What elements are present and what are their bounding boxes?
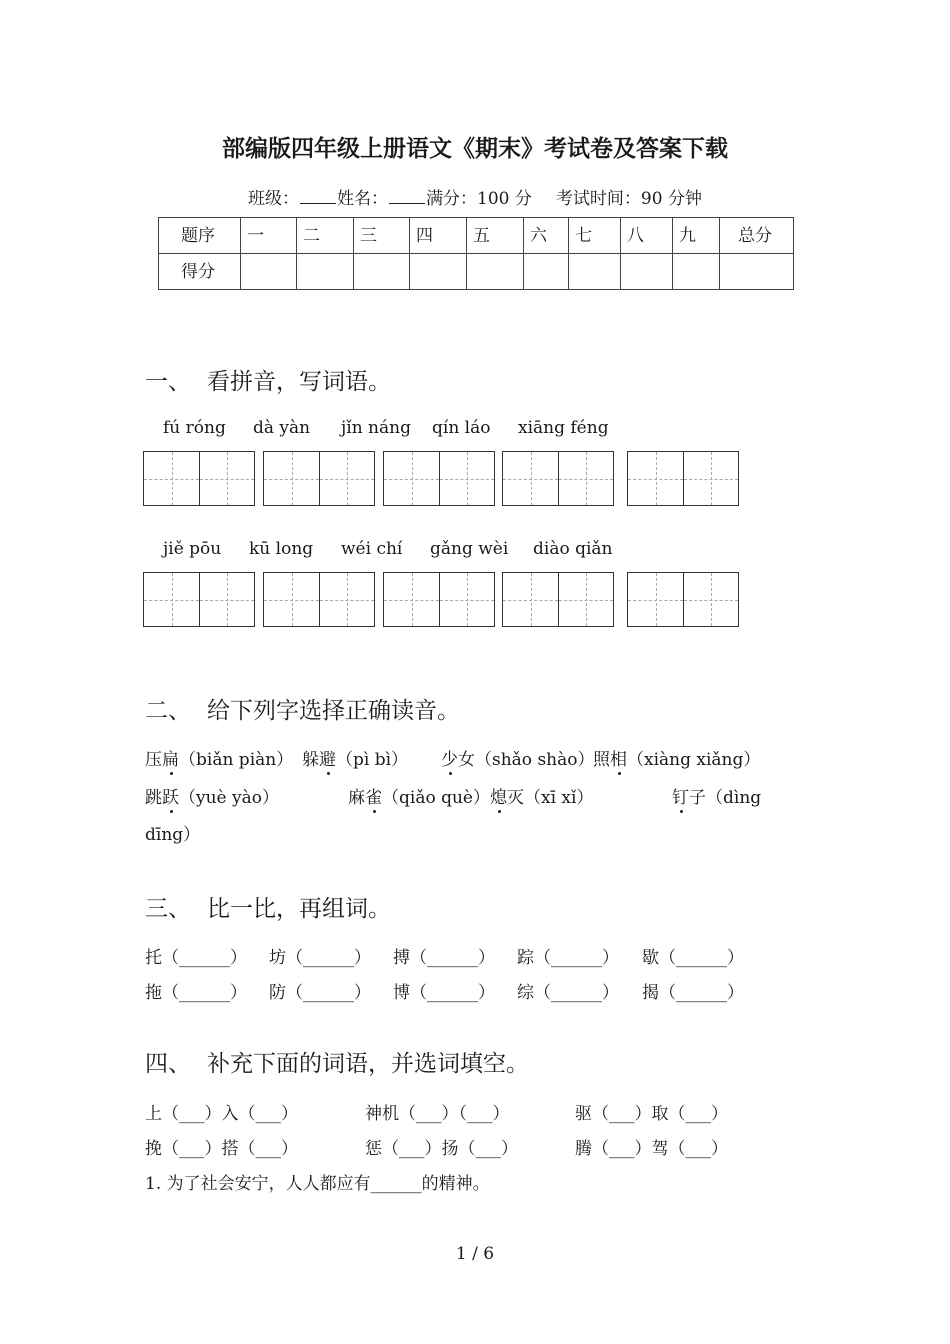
writing-box[interactable] xyxy=(143,572,255,627)
score-row-label: 得分 xyxy=(159,254,241,290)
idiom-item[interactable]: 腾（___）驾（___） xyxy=(575,1139,728,1159)
pinyin: wéi chí xyxy=(341,539,403,559)
section3-title: 比一比，再组词。 xyxy=(207,896,391,922)
writing-box[interactable] xyxy=(383,451,495,506)
compare-item[interactable]: 综（______） xyxy=(517,983,619,1003)
score-cell: 九 xyxy=(673,218,720,254)
writing-box[interactable] xyxy=(502,572,614,627)
pinyin: dà yàn xyxy=(253,418,311,438)
section1-title: 看拼音，写词语。 xyxy=(207,369,391,395)
compare-item[interactable]: 托（______） xyxy=(145,948,247,968)
section4-heading xyxy=(145,1045,529,1078)
score-input-cell[interactable] xyxy=(673,254,720,290)
score-input-cell[interactable] xyxy=(467,254,524,290)
score-cell: 二 xyxy=(297,218,354,254)
section2-number: 二、 xyxy=(145,698,191,724)
writing-box[interactable] xyxy=(143,451,255,506)
section4-number: 四、 xyxy=(145,1051,191,1077)
pinyin: fú róng xyxy=(163,418,226,438)
score-input-cell[interactable] xyxy=(241,254,297,290)
score-table xyxy=(158,217,794,290)
exam-time: 考试时间：90 分钟 xyxy=(555,189,702,209)
compare-item[interactable]: 踪（______） xyxy=(517,948,619,968)
score-cell: 六 xyxy=(524,218,569,254)
score-cell: 八 xyxy=(621,218,673,254)
score-input-cell[interactable] xyxy=(524,254,569,290)
compare-item[interactable]: 博（______） xyxy=(393,983,495,1003)
writing-box[interactable] xyxy=(383,572,495,627)
compare-item[interactable]: 防（______） xyxy=(269,983,371,1003)
writing-box[interactable] xyxy=(627,451,739,506)
score-input-cell[interactable] xyxy=(297,254,354,290)
section3-heading xyxy=(145,890,391,923)
name-blank[interactable] xyxy=(389,189,425,204)
score-input-cell[interactable] xyxy=(410,254,467,290)
section2-heading xyxy=(145,692,460,725)
fill-question[interactable]: 1. 为了社会安宁，人人都应有______的精神。 xyxy=(145,1174,490,1194)
idiom-item[interactable]: 惩（___）扬（___） xyxy=(365,1139,518,1159)
reading-item: dīng） xyxy=(145,825,201,845)
score-cell: 一 xyxy=(241,218,297,254)
score-cell: 五 xyxy=(467,218,524,254)
full-score: 满分：100 分 xyxy=(426,189,532,209)
reading-item: 钉子（dìng xyxy=(672,788,762,808)
idiom-item[interactable]: 上（___）入（___） xyxy=(145,1104,298,1124)
score-cell: 七 xyxy=(569,218,621,254)
reading-item: 压扁（biǎn piàn） xyxy=(145,750,294,770)
reading-item: 躲避（pì bì） xyxy=(302,750,409,770)
compare-item[interactable]: 歇（______） xyxy=(642,948,744,968)
reading-item: 少女（shǎo shào） xyxy=(441,750,595,770)
score-cell: 四 xyxy=(410,218,467,254)
page-number: 1 / 6 xyxy=(455,1244,495,1264)
name-label: 姓名： xyxy=(337,189,389,209)
page-title: 部编版四年级上册语文《期末》考试卷及答案下载 xyxy=(222,135,728,162)
compare-item[interactable]: 揭（______） xyxy=(642,983,744,1003)
reading-item: 照相（xiàng xiǎng） xyxy=(593,750,761,770)
compare-item[interactable]: 拖（______） xyxy=(145,983,247,1003)
pinyin: jiě pōu xyxy=(163,539,222,559)
section3-number: 三、 xyxy=(145,896,191,922)
reading-item: 跳跃（yuè yào） xyxy=(145,788,279,808)
exam-info xyxy=(0,184,950,209)
writing-box[interactable] xyxy=(263,451,375,506)
score-input-cell[interactable] xyxy=(720,254,794,290)
section1-heading xyxy=(145,363,391,396)
pinyin: jǐn náng xyxy=(341,418,411,438)
reading-item: 熄灭（xī xǐ） xyxy=(490,788,594,808)
class-label: 班级： xyxy=(248,189,300,209)
score-cell: 总分 xyxy=(720,218,794,254)
score-cell: 三 xyxy=(354,218,410,254)
idiom-item[interactable]: 挽（___）搭（___） xyxy=(145,1139,298,1159)
section4-title: 补充下面的词语，并选词填空。 xyxy=(207,1051,529,1077)
class-blank[interactable] xyxy=(300,189,336,204)
writing-box[interactable] xyxy=(502,451,614,506)
section1-number: 一、 xyxy=(145,369,191,395)
score-input-cell[interactable] xyxy=(569,254,621,290)
writing-box[interactable] xyxy=(263,572,375,627)
writing-box[interactable] xyxy=(627,572,739,627)
score-table-header-row xyxy=(159,218,794,254)
pinyin: qín láo xyxy=(432,418,491,438)
compare-item[interactable]: 坊（______） xyxy=(269,948,371,968)
idiom-item[interactable]: 驱（___）取（___） xyxy=(575,1104,728,1124)
score-cell: 题序 xyxy=(159,218,241,254)
pinyin: diào qiǎn xyxy=(533,539,613,559)
score-table-score-row xyxy=(159,254,794,290)
idiom-item[interactable]: 神机（___）（___） xyxy=(365,1104,510,1124)
score-input-cell[interactable] xyxy=(621,254,673,290)
reading-item: 麻雀（qiǎo què） xyxy=(348,788,490,808)
pinyin: kū long xyxy=(249,539,314,559)
pinyin: xiāng féng xyxy=(518,418,609,438)
section2-title: 给下列字选择正确读音。 xyxy=(207,698,460,724)
pinyin: gǎng wèi xyxy=(430,539,509,559)
score-input-cell[interactable] xyxy=(354,254,410,290)
compare-item[interactable]: 搏（______） xyxy=(393,948,495,968)
